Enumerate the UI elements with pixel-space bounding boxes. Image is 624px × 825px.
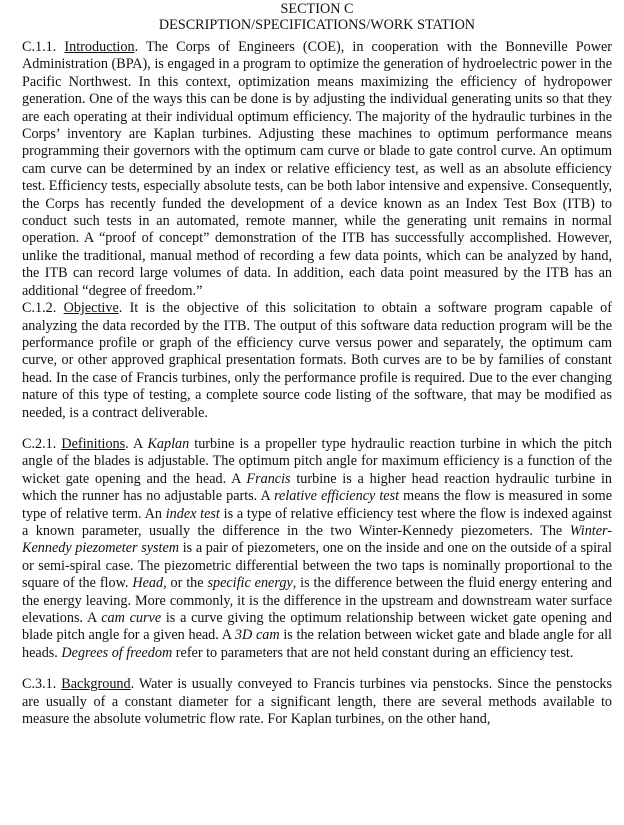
paragraph-number: C.3.1.	[22, 676, 57, 693]
text-segment: is a type of relative efficiency test where the flow is indexed against a known parameter, usually the difference in the two Winter-Kennedy piezometers. The	[22, 505, 612, 539]
term-francis: Francis	[246, 470, 291, 487]
paragraph-text: . The Corps of Engineers (COE), in cooperation with the Bonneville Power Administration (BPA), is engaged in a program to optimize the generation of hydroelectric power in the Pacific Northwest. In this context, optimization means maximizing the efficiency of hydropower generation. One of the ways this can be done is by adjusting the individual generating units so that they are each operating at their individual optimum efficiency. The majority of the hydraulic turbines in the Corps’ inventory are Kaplan turbines. Adjusting these machines to optimum performance means programming their governors with the optimum cam curve or blade to gate control curve. An optimum cam curve can be determined by an index or relative efficiency test, as well as an absolute efficiency test. Efficiency tests, especially absolute tests, can be both labor intensive and expensive. Consequently, the Corps has recently funded the development of a device known as an Index Test Box (ITB) to conduct such tests in an automated, remote manner, while the generating unit remains in normal operation. A “proof of concept” demonstration of the ITB has successfully accomplished. However, unlike the traditional, manual method of recording a few data points, which can be analyzed by hand, the ITB can record large volumes of data. In addition, each data point measured by the ITB has an additional “degree of freedom.”	[22, 39, 613, 299]
text-segment: is a pair of piezometers, one on the inside and one on the outside of a spiral or semi-spiral case. The piezometric differential between the two taps is nominally proportional to the square of the flow.	[22, 540, 612, 592]
text-segment: is the relation between wicket gate and blade angle for all heads.	[22, 627, 613, 661]
text-segment: refer to parameters that are not held constant during an efficiency test.	[172, 644, 574, 661]
paragraph-c21-definitions	[22, 436, 612, 662]
term-specific-energy: specific energy	[207, 575, 293, 592]
text-segment: means the flow is measured in some type of relative term. An	[22, 488, 612, 522]
term-head: Head	[132, 575, 164, 592]
section-title: DESCRIPTION/SPECIFICATIONS/WORK STATION	[158, 16, 476, 33]
paragraph-heading: Introduction	[64, 39, 135, 55]
paragraph-heading: Background	[61, 676, 131, 693]
paragraph-c31-background	[22, 676, 612, 728]
term-winter-kennedy: Winter-Kennedy piezometer system	[22, 522, 612, 557]
paragraph-text: . It is the objective of this solicitation to obtain a software program capable of analyzing the data recorded by the ITB. The output of this software data reduction program will be the performance profile or graph of the efficiency curve versus power and separately, the optimum cam curve, or other approved graphical presentation formats. Both curves are to be by families of constant head. In the case of Francis turbines, only the performance profile is required. Due to the ever changing nature of this type of testing, a complete source code listing of the software, that may be modified as needed, is a contract deliverable.	[22, 300, 612, 421]
paragraph-number: C.1.2.	[22, 300, 57, 317]
term-index-test: index test	[165, 505, 220, 522]
text-segment: , or the	[163, 575, 208, 592]
paragraph-heading: Definitions	[61, 435, 126, 452]
term-cam-curve: cam curve	[101, 610, 162, 626]
term-relative-efficiency-test: relative efficiency test	[274, 488, 400, 505]
paragraph-c11-introduction	[22, 39, 612, 300]
paragraph-number: C.2.1.	[22, 435, 57, 452]
text-segment: turbine is a propeller type hydraulic reaction turbine in which the pitch angle of the blades is adjustable. The optimum pitch angle for maximum efficiency is a function of the wicket gate opening and the head. A	[22, 435, 612, 487]
text-segment: , is the difference between the fluid energy entering and the energy leaving. More commonly, it is the difference in the upstream and downstream water surface elevations. A	[22, 575, 612, 626]
paragraph-heading: Objective	[63, 300, 119, 317]
paragraph-number: C.1.1.	[22, 39, 57, 55]
section-header	[22, 2, 612, 33]
text-segment: . A	[125, 435, 148, 452]
paragraph-text: . Water is usually conveyed to Francis turbines via penstocks. Since the penstocks are usually of a constant diameter for a significant length, there are several methods available to measure the absolute volumetric flow rate. For Kaplan turbines, on the other hand,	[22, 676, 612, 728]
text-segment: is a curve giving the optimum relationship between wicket gate opening and blade pitch angle for a given head. A	[22, 610, 612, 644]
text-segment: turbine is a higher head reaction hydraulic turbine in which the runner has no adjustable parts. A	[22, 470, 612, 505]
paragraph-c12-objective	[22, 300, 612, 422]
section-label: SECTION C	[280, 1, 354, 17]
term-kaplan: Kaplan	[147, 435, 190, 452]
term-degrees-of-freedom: Degrees of freedom	[61, 644, 173, 661]
term-3d-cam: 3D cam	[234, 627, 280, 644]
